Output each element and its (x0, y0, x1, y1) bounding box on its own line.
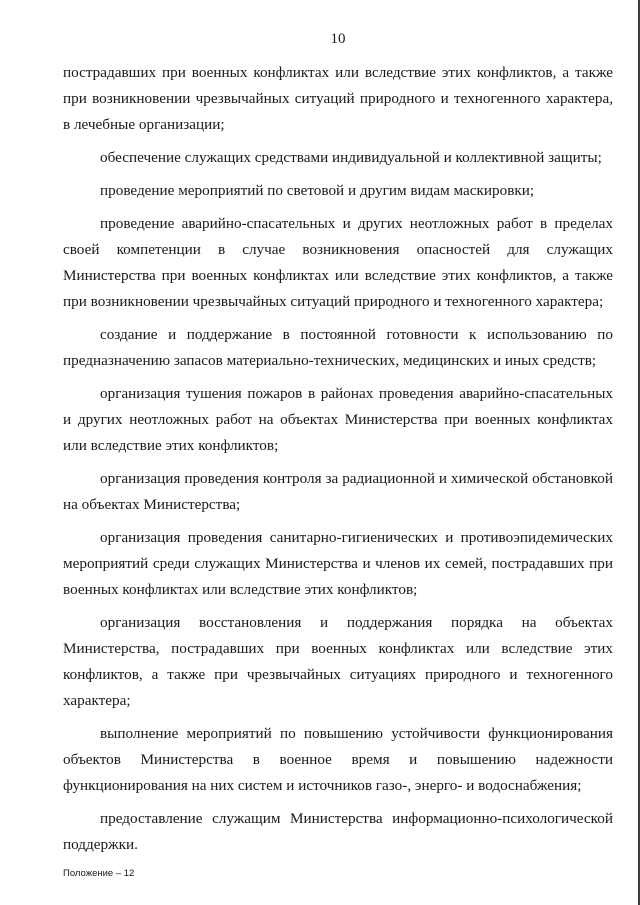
paragraph-continuation: пострадавших при военных конфликтах или вследствие этих конфликтов, а также при возникновении чрезвычайных ситуаций природного и техногенного характера, в лечебные организации; (63, 64, 613, 133)
paragraph-sustainability: выполнение мероприятий по повышению устойчивости функционирования объектов Министерства в военное время и повышению надежности функционирования на них систем и источников газо-, энерго- и водоснабжения; (63, 725, 613, 794)
paragraph-psychological-support: предоставление служащим Министерства информационно-психологической поддержки. (63, 810, 613, 853)
footer-label: Положение – 12 (63, 868, 135, 879)
page-number: 10 (330, 31, 346, 47)
paragraph-sanitary: организация проведения санитарно-гигиенических и противоэпидемических мероприятий среди служащих Министерства и членов их семей, пострадавших при военных конфликтах или вследствие этих конфликтов; (63, 529, 613, 598)
paragraph-protection: обеспечение служащих средствами индивидуальной и коллективной защиты; (100, 149, 602, 166)
paragraph-order-restoration: организация восстановления и поддержания порядка на объектах Министерства, пострадавших при военных конфликтах или вследствие этих конфликтов, а также при чрезвычайных ситуациях природного и техногенного характера; (63, 614, 613, 709)
paragraph-firefighting: организация тушения пожаров в районах проведения аварийно-спасательных и других неотложных работ на объектах Министерства при военных конфликтах или вследствие этих конфликтов; (63, 385, 613, 454)
paragraph-rescue-works: проведение аварийно-спасательных и других неотложных работ в пределах своей компетенции в случае возникновения опасностей для служащих Министерства при военных конфликтах или вследствие этих конфликтов, а также при возникновении чрезвычайных ситуаций природного и техногенного характера; (63, 215, 613, 310)
paragraph-camouflage: проведение мероприятий по световой и другим видам маскировки; (100, 182, 535, 199)
paragraph-radiation-control: организация проведения контроля за радиационной и химической обстановкой на объектах Министерства; (63, 470, 613, 513)
body-text (63, 60, 613, 865)
paragraph-reserves: создание и поддержание в постоянной готовности к использованию по предназначению запасов материально-технических, медицинских и иных средств; (63, 326, 613, 369)
